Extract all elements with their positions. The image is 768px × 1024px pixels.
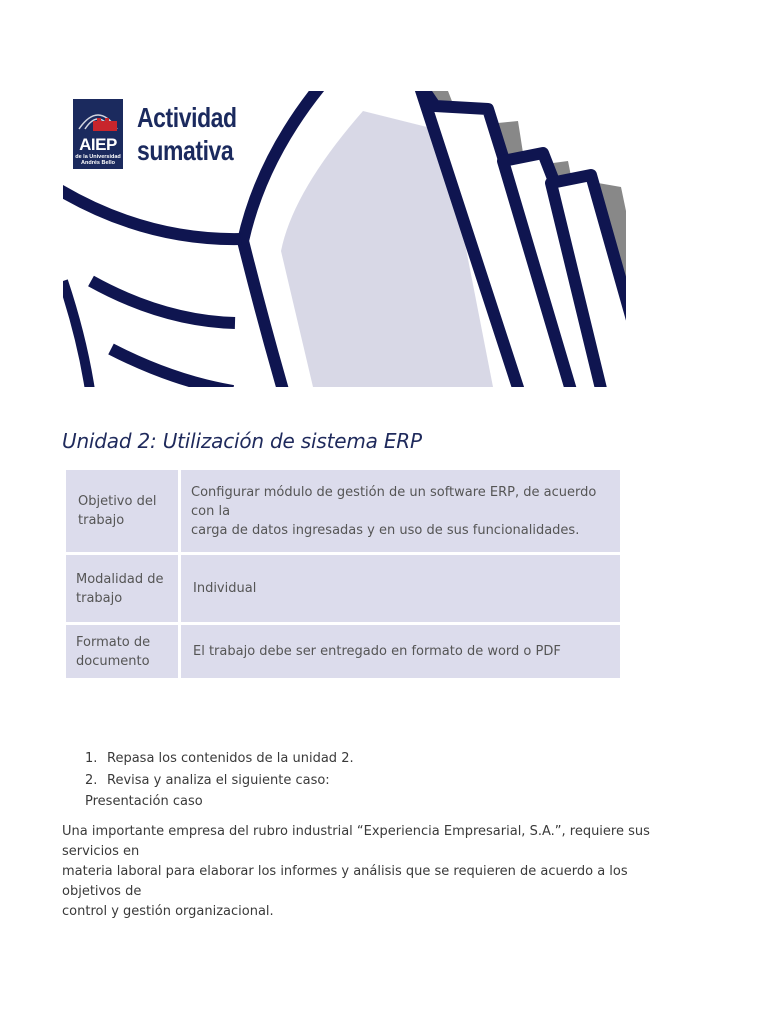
banner-title bbox=[137, 101, 237, 167]
logo-subtitle-line: Andrés Bello bbox=[81, 160, 115, 166]
banner-title-line: Actividad bbox=[137, 102, 237, 133]
logo-subtitle bbox=[73, 154, 123, 166]
row-value bbox=[181, 555, 620, 622]
label-line: Modalidad de bbox=[76, 571, 164, 587]
table-row bbox=[66, 555, 620, 622]
value-line: Individual bbox=[193, 581, 257, 596]
unit-title: Unidad 2: Utilización de sistema ERP bbox=[62, 429, 422, 453]
logo-mark bbox=[73, 99, 123, 137]
table-row bbox=[66, 625, 620, 678]
row-label bbox=[66, 470, 178, 552]
steps-list bbox=[85, 748, 354, 792]
banner-title-line: sumativa bbox=[137, 135, 234, 166]
label-line: trabajo bbox=[78, 513, 125, 528]
row-label bbox=[66, 625, 178, 678]
paragraph-line: Una importante empresa del rubro industrial “Experiencia Empresarial, S.A.”, requiere sus servicios en bbox=[62, 824, 650, 859]
case-heading: Presentación caso bbox=[85, 794, 203, 809]
row-label bbox=[66, 555, 178, 622]
list-text: Repasa los contenidos de la unidad 2. bbox=[107, 751, 354, 766]
case-paragraph bbox=[62, 822, 682, 922]
list-text: Revisa y analiza el siguiente caso: bbox=[107, 773, 330, 788]
row-value bbox=[181, 470, 620, 552]
logo-name: AIEP bbox=[79, 135, 117, 154]
aiep-logo bbox=[73, 99, 123, 169]
value-line: carga de datos ingresadas y en uso de sus funcionalidades. bbox=[191, 522, 580, 538]
paragraph-line: materia laboral para elaborar los informes y análisis que se requieren de acuerdo a los objetivos de bbox=[62, 864, 628, 899]
label-line: Objetivo del bbox=[78, 494, 157, 509]
label-line: documento bbox=[76, 653, 150, 669]
list-number: 2. bbox=[85, 773, 98, 788]
logo-subtitle-line: de la Universidad bbox=[75, 154, 121, 160]
value-line: Configurar módulo de gestión de un software ERP, de acuerdo con la bbox=[191, 484, 597, 519]
list-item bbox=[85, 770, 354, 792]
value-line: El trabajo debe ser entregado en formato de word o PDF bbox=[193, 644, 561, 659]
info-table bbox=[63, 467, 623, 681]
paragraph-line: control y gestión organizacional. bbox=[62, 904, 274, 919]
label-line: Formato de bbox=[76, 634, 151, 650]
table-row bbox=[66, 470, 620, 552]
row-value bbox=[181, 625, 620, 678]
label-line: trabajo bbox=[76, 590, 123, 606]
list-number: 1. bbox=[85, 751, 98, 766]
cover-banner bbox=[63, 91, 626, 387]
list-item bbox=[85, 748, 354, 770]
